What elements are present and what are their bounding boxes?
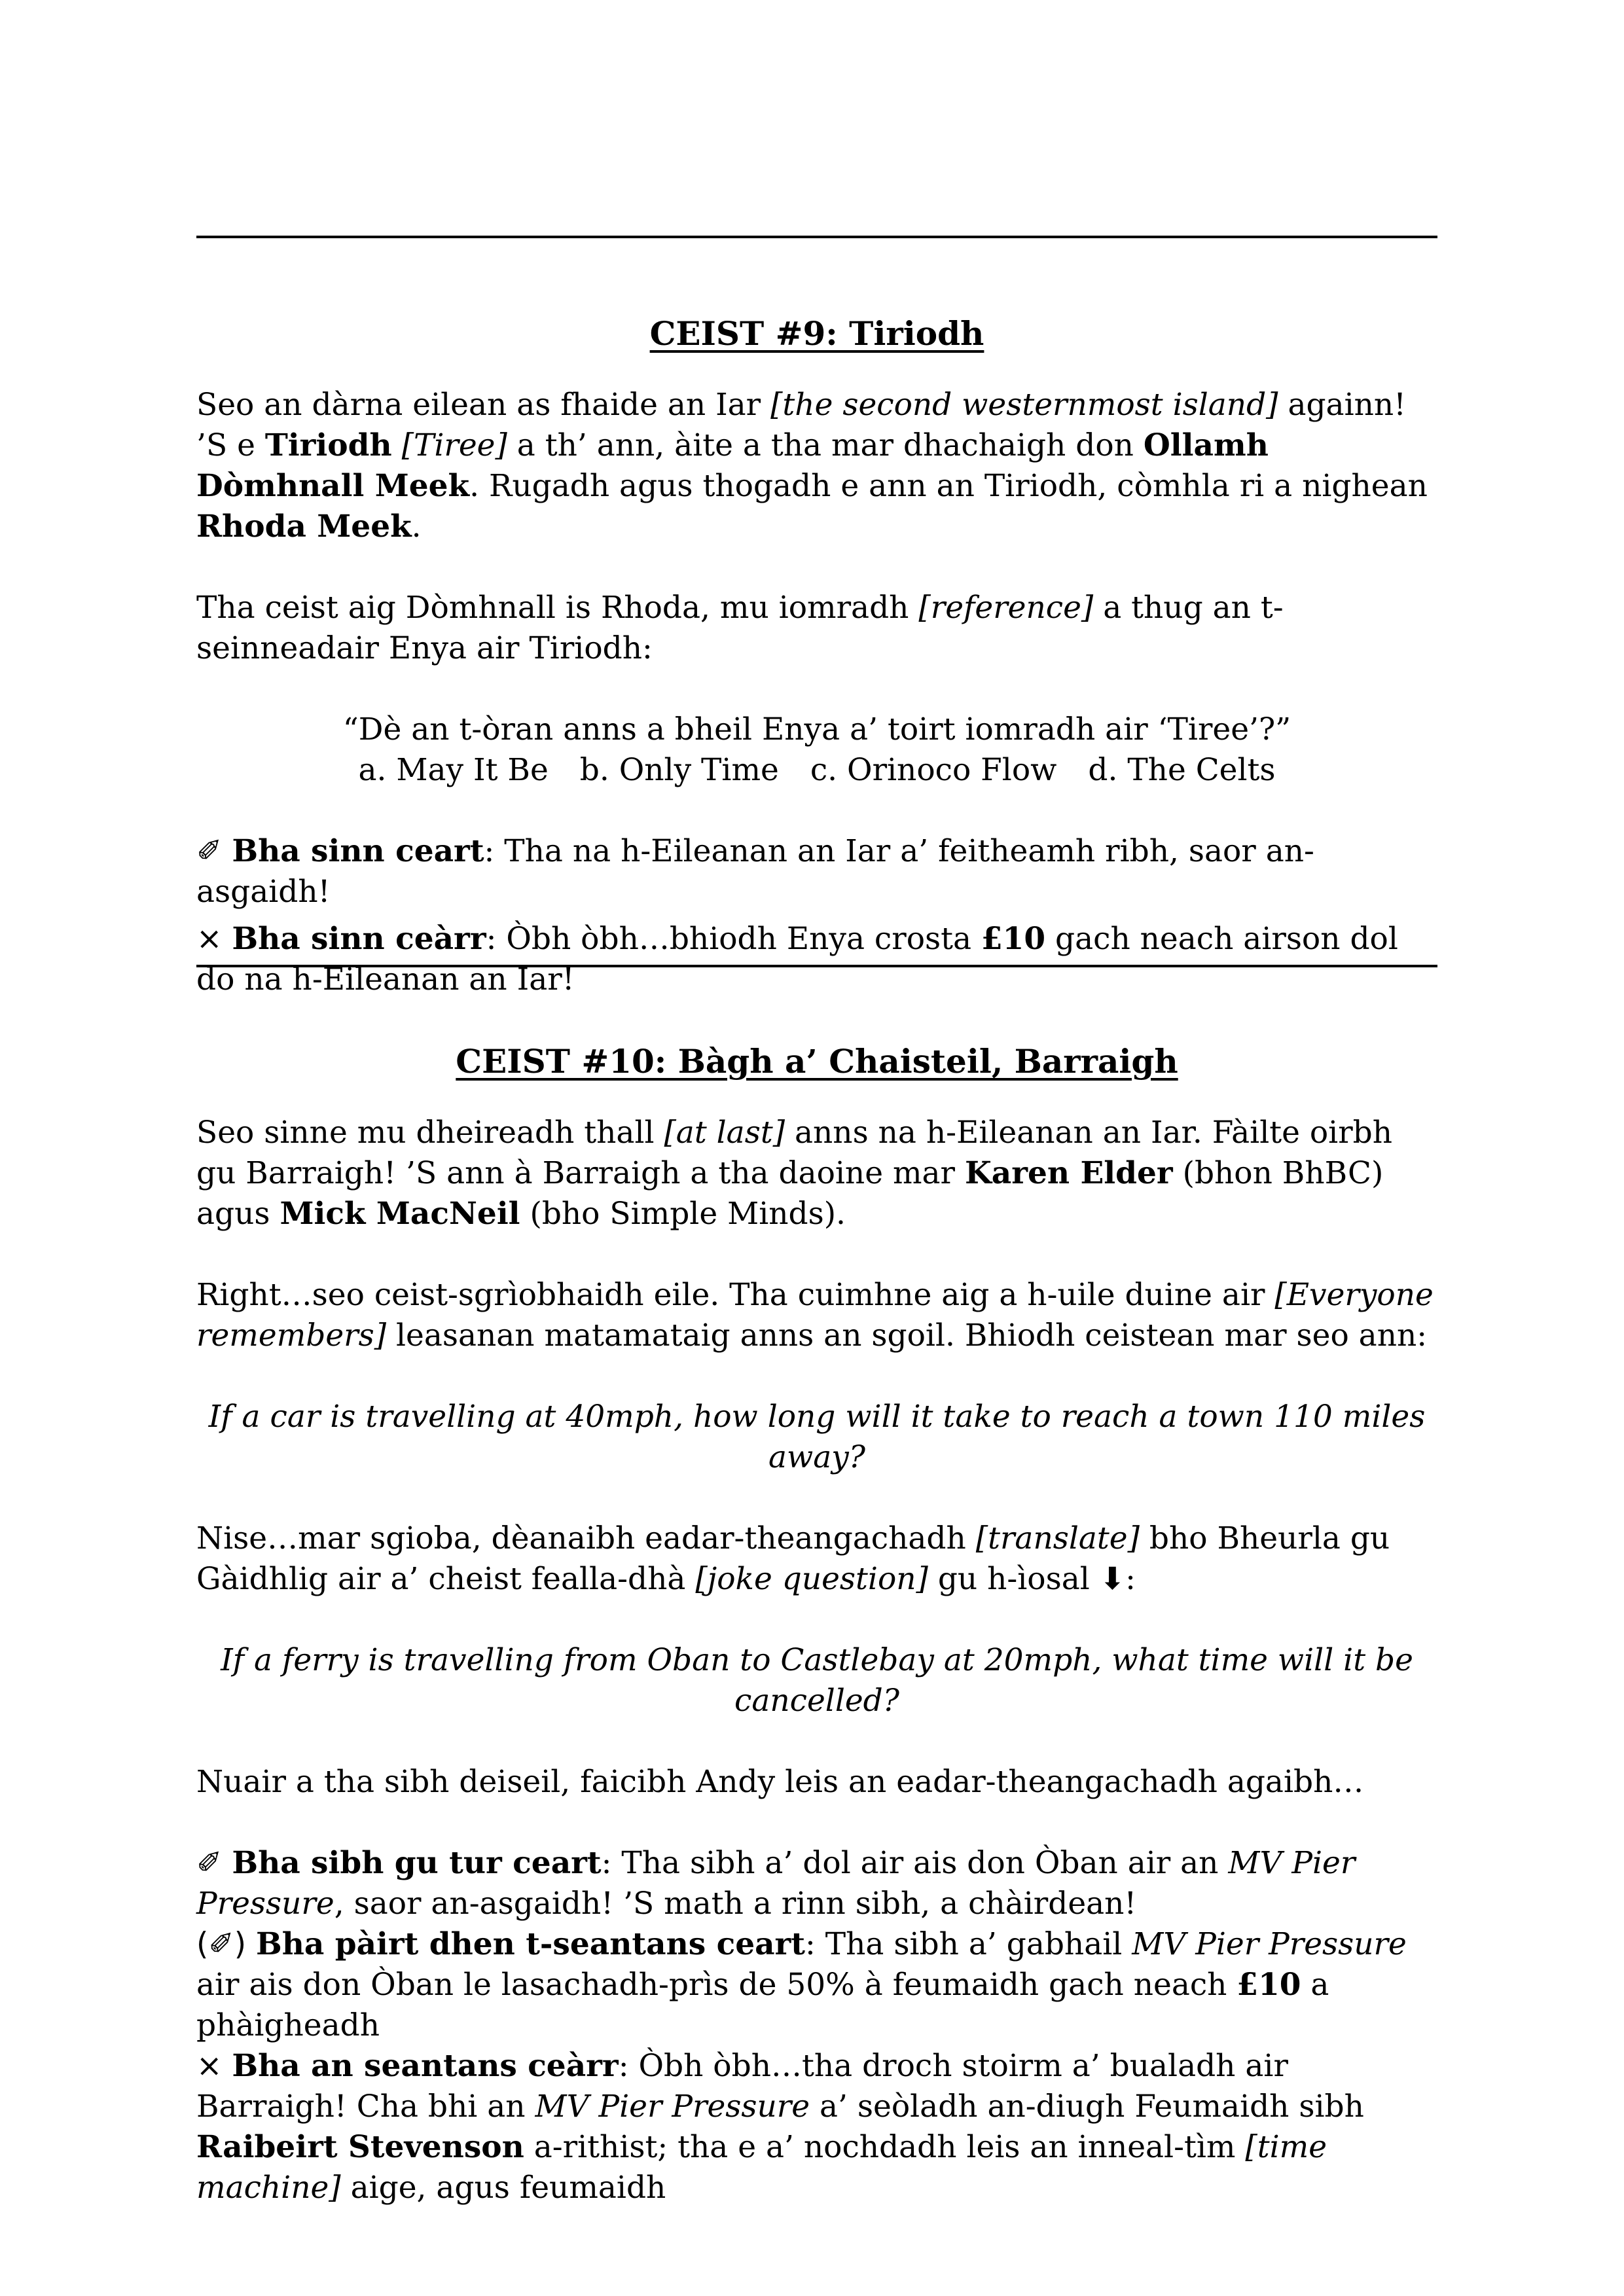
question-10-section	[196, 1042, 1437, 2208]
question-9-right-result: ✐ Bha sinn ceart: Tha na h-Eileanan an Iar a’ feitheamh ribh, saor an-asgaidh!	[196, 831, 1437, 912]
question-10-title: CEIST #10: Bàgh a’ Chaisteil, Barraigh	[456, 1042, 1178, 1081]
option-d: d. The Celts	[1088, 752, 1276, 788]
question-10-context: Right…seo ceist-sgrìobhaidh eile. Tha cuimhne aig a h-uile duine air [Everyone remembers] leasanan matamataig anns an sgoil. Bhiodh ceistean mar seo ann:	[196, 1277, 1434, 1354]
question-10-task: Nise…mar sgioba, dèanaibh eadar-theangachadh [translate] bho Bheurla gu Gàidhlig air a’ cheist fealla-dhà [joke question] gu h-ìosal ⬇:	[196, 1518, 1437, 1600]
option-a: a. May It Be	[358, 752, 549, 788]
option-b: b. Only Time	[579, 752, 779, 788]
cross-icon: ×	[196, 2048, 223, 2084]
question-10-right-result: ✐ Bha sibh gu tur ceart: Tha sibh a’ dol air ais don Òban air an MV Pier Pressure, saor an-asgaidh! ’S math a rinn sibh, a chàirdean!	[196, 1843, 1437, 1924]
divider-middle	[196, 965, 1437, 967]
divider-top	[196, 236, 1437, 238]
question-9-section	[196, 314, 1437, 1000]
cross-icon: ×	[196, 921, 223, 957]
arrow-down-icon: ⬇	[1099, 1561, 1126, 1597]
question-9-options	[196, 750, 1437, 791]
question-9-title: CEIST #9: Tiriodh	[649, 314, 984, 353]
pencil-check-partial-icon: (✐)	[196, 1926, 247, 1962]
question-10-partial-result: (✐) Bha pàirt dhen t-seantans ceart: Tha sibh a’ gabhail MV Pier Pressure air ais don Òban le lasachadh-prìs de 50% à feumaidh gach neach £10 a phàigheadh	[196, 1924, 1437, 2046]
pencil-check-icon: ✐	[196, 833, 223, 869]
question-9-wrong-result: × Bha sinn ceàrr: Òbh òbh…bhiodh Enya crosta £10 gach neach airson dol do na h-Eileanan an Iar!	[196, 919, 1437, 1000]
pencil-check-icon: ✐	[196, 1845, 223, 1881]
question-10-intro: Seo sinne mu dheireadh thall [at last] anns na h-Eileanan an Iar. Fàilte oirbh gu Barraigh! ’S ann à Barraigh a tha daoine mar Karen Elder (bhon BhBC) agus Mick MacNeil (bho Simple Minds).	[196, 1115, 1393, 1232]
question-9-intro: Seo an dàrna eilean as fhaide an Iar [the second westernmost island] againn! ’S e Tiriodh [Tiree] a th’ ann, àite a tha mar dhachaigh don Ollamh Dòmhnall Meek. Rugadh agus thogadh e ann an Tiriodh, còmhla ri a nighean Rhoda Meek.	[196, 387, 1428, 545]
question-9-question: “Dè an t-òran anns a bheil Enya a’ toirt iomradh air ‘Tiree’?”	[342, 711, 1291, 747]
question-10-joke: If a ferry is travelling from Oban to Castlebay at 20mph, what time will it be cancelled?	[221, 1642, 1413, 1719]
question-10-instruction: Nuair a tha sibh deiseil, faicibh Andy leis an eadar-theangachadh agaibh…	[196, 1764, 1364, 1800]
question-10-example: If a car is travelling at 40mph, how long will it take to reach a town 110 miles away?	[208, 1399, 1426, 1475]
option-c: c. Orinoco Flow	[810, 752, 1057, 788]
question-9-context: Tha ceist aig Dòmhnall is Rhoda, mu iomradh [reference] a thug an t-seinneadair Enya air Tiriodh:	[196, 590, 1284, 666]
question-10-wrong-result: × Bha an seantans ceàrr: Òbh òbh…tha droch stoirm a’ bualadh air Barraigh! Cha bhi an MV Pier Pressure a’ seòladh an-diugh Feumaidh sibh Raibeirt Stevenson a-rithist; tha e a’ nochdadh leis an inneal-tìm [time machine] aige, agus feumaidh	[196, 2046, 1437, 2208]
